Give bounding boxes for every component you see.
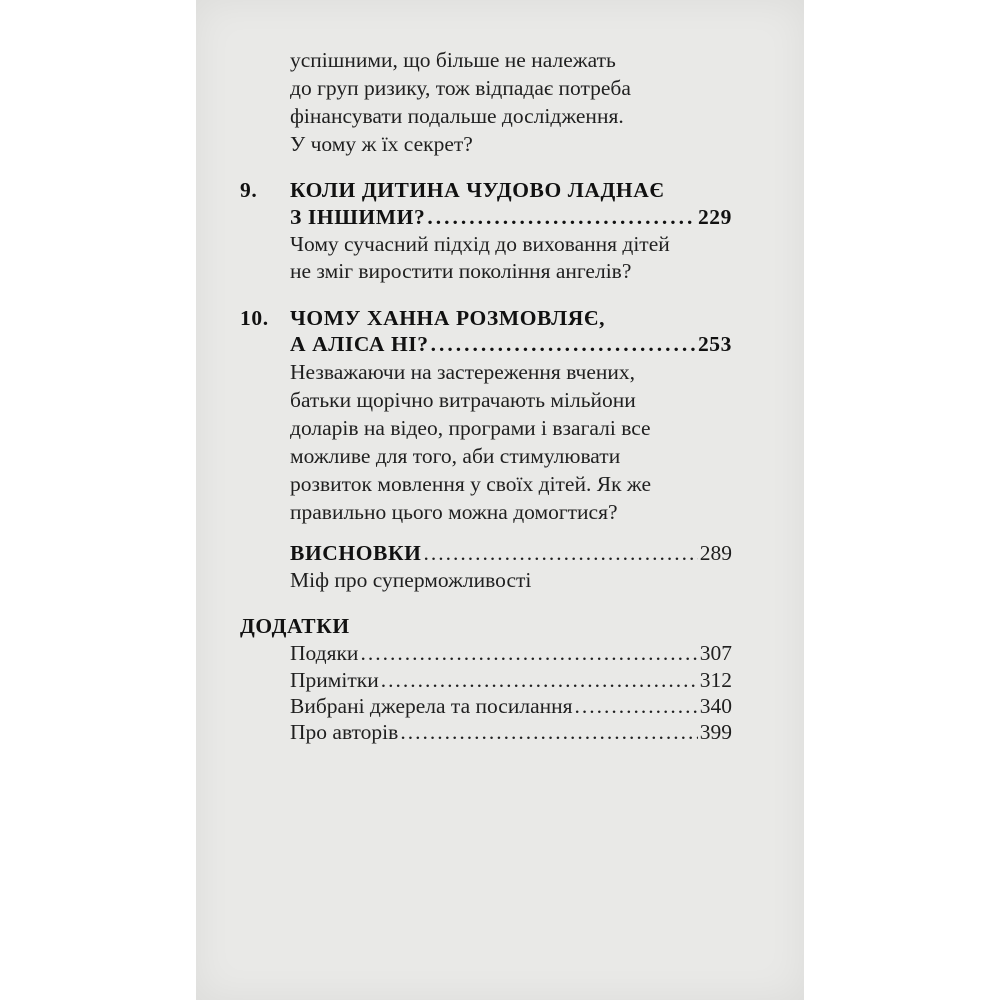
chapter-description-line: не зміг виростити покоління ангелів?	[290, 259, 632, 283]
conclusions-description: Міф про суперможливості	[290, 568, 532, 592]
appendix-toc-entry[interactable]	[290, 722, 732, 744]
intro-line: У чому ж їх секрет?	[290, 132, 473, 156]
page-number: 340	[699, 694, 732, 718]
leader-dots	[575, 696, 698, 718]
appendix-item-label: Подяки	[290, 641, 359, 665]
intro-line: успішними, що більше не належать	[290, 48, 616, 72]
page-number: 399	[699, 720, 732, 744]
chapter-description-line: Незважаючи на застереження вчених,	[290, 360, 636, 384]
intro-line: фінансувати подальше дослідження.	[290, 104, 624, 128]
chapter-description-line: правильно цього можна домогтися?	[290, 500, 618, 524]
leader-dots	[431, 334, 696, 356]
chapter-title-continuation: А АЛІСА НІ?	[290, 332, 429, 356]
chapter-title: КОЛИ ДИТИНА ЧУДОВО ЛАДНАЄ	[290, 178, 665, 202]
leader-dots	[424, 543, 698, 565]
intro-line: до груп ризику, тож відпадає потреба	[290, 76, 631, 100]
chapter-description-line: розвиток мовлення у своїх дітей. Як же	[290, 472, 652, 496]
page-number: 289	[699, 541, 732, 565]
appendix-title: ДОДАТКИ	[240, 614, 350, 638]
chapter-description-line: можливе для того, аби стимулювати	[290, 444, 621, 468]
chapter-number: 9.	[240, 178, 258, 202]
leader-dots	[381, 670, 698, 692]
appendix-item-label: Про авторів	[290, 720, 399, 744]
chapter-title: ЧОМУ ХАННА РОЗМОВЛЯЄ,	[290, 306, 606, 330]
chapter-title-continuation: З ІНШИМИ?	[290, 205, 426, 229]
page-number: 312	[699, 668, 732, 692]
appendix-toc-entry[interactable]	[290, 670, 732, 692]
chapter-description-line: батьки щорічно витрачають мільйони	[290, 388, 636, 412]
leader-dots	[400, 722, 697, 744]
chapter-toc-entry[interactable]	[290, 334, 732, 356]
page-number: 229	[697, 205, 732, 229]
chapter-description-line: Чому сучасний підхід до виховання дітей	[290, 232, 670, 256]
page-number: 253	[697, 332, 732, 356]
leader-dots	[427, 207, 696, 229]
page-number: 307	[699, 641, 732, 665]
appendix-item-label: Вибрані джерела та посилання	[290, 694, 573, 718]
conclusions-toc-entry[interactable]	[290, 543, 732, 565]
appendix-item-label: Примітки	[290, 668, 379, 692]
chapter-description-line: доларів на відео, програми і взагалі все	[290, 416, 651, 440]
chapter-number: 10.	[240, 306, 269, 330]
conclusions-title: ВИСНОВКИ	[290, 541, 422, 565]
chapter-toc-entry[interactable]	[290, 207, 732, 229]
leader-dots	[360, 643, 697, 665]
appendix-toc-entry[interactable]	[290, 643, 732, 665]
appendix-toc-entry[interactable]	[290, 696, 732, 718]
